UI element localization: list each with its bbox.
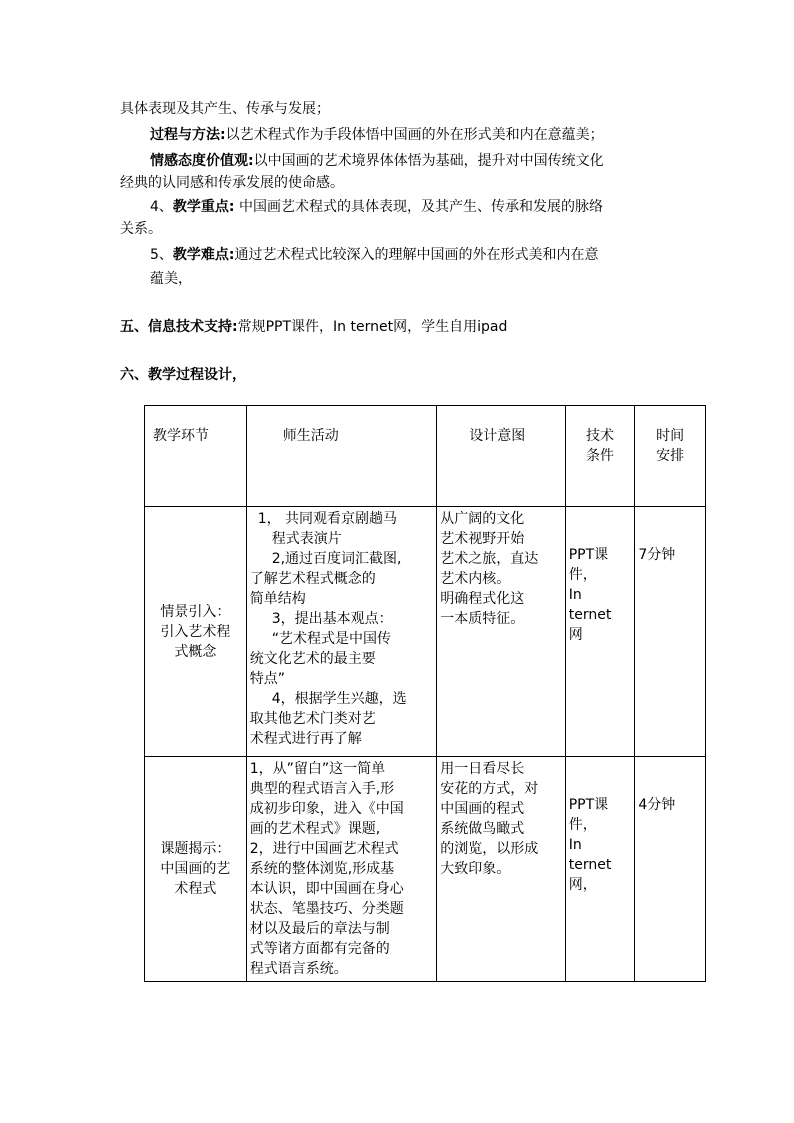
- intent-line: 中国画的程式: [440, 801, 525, 817]
- header-time-line1: 时间: [656, 428, 685, 444]
- activity-line: 特点”: [249, 671, 285, 687]
- emotion-label: 情感态度价值观:: [150, 153, 254, 169]
- tech-line: ternet: [568, 607, 612, 623]
- header-tech: [565, 406, 635, 507]
- difficulty-line: [150, 244, 599, 266]
- activity-line: 程式语言系统。: [249, 961, 348, 977]
- section-six-title: 六、教学过程设计，: [120, 367, 246, 383]
- header-time: [635, 406, 706, 507]
- activity-line: 1， 共同观看京剧趟马: [257, 511, 398, 527]
- intent-cell: [437, 507, 565, 757]
- activity-line: 式等诸方面都有完备的: [249, 941, 390, 957]
- text-line-1: 具体表现及其产生、传承与发展；: [120, 101, 330, 117]
- activity-line: 2，进行中国画艺术程式: [249, 841, 399, 857]
- header-tech-line2: 条件: [586, 448, 615, 464]
- activity-line: 4，根据学生兴趣，选: [271, 691, 407, 707]
- table-header-row: [145, 406, 706, 507]
- emotion-line: [150, 150, 604, 172]
- stage-cell: [145, 757, 247, 982]
- intent-line: 安花的方式，对: [440, 781, 539, 797]
- difficulty-cont: 蕴美，: [150, 271, 192, 287]
- process-method-line: [150, 124, 604, 146]
- activity-line: 统文化艺术的最主要: [249, 651, 376, 667]
- tech-line: In: [568, 587, 582, 603]
- activity-line: 成初步印象，进入《中国: [249, 801, 404, 817]
- section-five: [120, 316, 507, 338]
- tech-line: PPT课件，: [568, 547, 609, 583]
- tech-cell: [565, 507, 635, 757]
- diff-num: 5、: [150, 247, 173, 263]
- emotion-text: 以中国画的艺术境界体体悟为基础，提升对中国传统文化: [253, 153, 604, 169]
- time-cell: 4分钟: [635, 757, 706, 982]
- stage-line: 术程式: [174, 881, 217, 897]
- activity-line: 1，从”留白”这一简单: [249, 761, 386, 777]
- emotion-line-cont: 经典的认同感和传承发展的使命感。: [120, 175, 344, 191]
- intent-line: 大致印象。: [440, 861, 511, 877]
- section-five-text: 常规PPT课件，In ternet网，学生自用ipad: [237, 319, 508, 335]
- tech-line: 网，: [568, 877, 597, 893]
- stage-line: 课题揭示：: [160, 841, 231, 857]
- activity-line: 材以及最后的章法与制: [249, 921, 390, 937]
- header-intent: 设计意图: [437, 406, 565, 507]
- process-label: 过程与方法:: [150, 127, 226, 143]
- activity-line: “艺术程式是中国传: [271, 631, 391, 647]
- activity-line: 画的艺术程式》课题,: [249, 821, 381, 837]
- process-text: 以艺术程式作为手段体悟中国画的外在形式美和内在意蕴美；: [225, 127, 604, 143]
- diff-label: 教学难点:: [172, 247, 235, 263]
- intent-line: 艺术内核。: [440, 571, 511, 587]
- header-activities: 师生活动: [246, 406, 437, 507]
- lesson-plan-table: [144, 405, 706, 982]
- tech-line: In: [568, 837, 582, 853]
- tech-line: 网: [568, 627, 583, 643]
- header-tech-line1: 技术: [586, 428, 615, 444]
- activity-line: 3，提出基本观点：: [271, 611, 393, 627]
- intent-line: 的浏览，以形成: [440, 841, 539, 857]
- diff-text: 通过艺术程式比较深入的理解中国画的外在形式美和内在意: [234, 247, 599, 263]
- tech-cell: [565, 757, 635, 982]
- table-row: [145, 757, 706, 982]
- activity-line: 取其他艺术门类对艺: [249, 711, 376, 727]
- key-point-line: [150, 196, 603, 218]
- tech-line: PPT课件，: [568, 797, 609, 833]
- intent-line: 艺术视野开始: [440, 531, 525, 547]
- activity-line: 了解艺术程式概念的: [249, 571, 376, 587]
- activity-line: 术程式进行再了解: [249, 731, 362, 747]
- activity-line: 本认识，即中国画在身心: [249, 881, 404, 897]
- intent-line: 明确程式化这: [440, 591, 525, 607]
- stage-line: 引入艺术程: [160, 623, 231, 640]
- stage-cell: [145, 507, 247, 757]
- header-stage: 教学环节: [145, 406, 247, 507]
- intent-line: 用一日看尽长: [440, 761, 525, 777]
- key-point-cont: 关系。: [120, 221, 162, 237]
- section-six: [120, 364, 246, 386]
- intent-cell: [437, 757, 565, 982]
- key-num: 4、: [150, 199, 173, 215]
- activity-line: 简单结构: [249, 591, 306, 607]
- activity-line: 系统的整体浏览,形成基: [249, 861, 395, 877]
- key-text: 中国画艺术程式的具体表现，及其产生、传承和发展的脉络: [238, 199, 603, 215]
- section-five-title: 五、信息技术支持:: [120, 319, 238, 335]
- activity-line: 2,通过百度词汇截图,: [271, 551, 402, 567]
- activity-line: 典型的程式语言入手,形: [249, 781, 395, 797]
- stage-line: 中国画的艺: [160, 861, 231, 877]
- activities-cell: [246, 507, 437, 757]
- time-cell: 7分钟: [635, 507, 706, 757]
- activities-cell: [246, 757, 437, 982]
- stage-line: 式概念: [174, 643, 217, 660]
- stage-line: 情景引入：: [160, 603, 231, 620]
- header-time-line2: 安排: [656, 448, 685, 464]
- activity-line: 程式表演片: [271, 531, 342, 547]
- intent-line: 艺术之旅，直达: [440, 551, 539, 567]
- activity-line: 状态、笔墨技巧、分类题: [249, 901, 404, 917]
- tech-line: ternet: [568, 857, 612, 873]
- intent-line: 系统做鸟瞰式: [440, 821, 525, 837]
- table-row: [145, 507, 706, 757]
- key-label: 教学重点:: [172, 199, 235, 215]
- intent-line: 从广阔的文化: [440, 511, 525, 527]
- intent-line: 一本质特征。: [440, 611, 525, 627]
